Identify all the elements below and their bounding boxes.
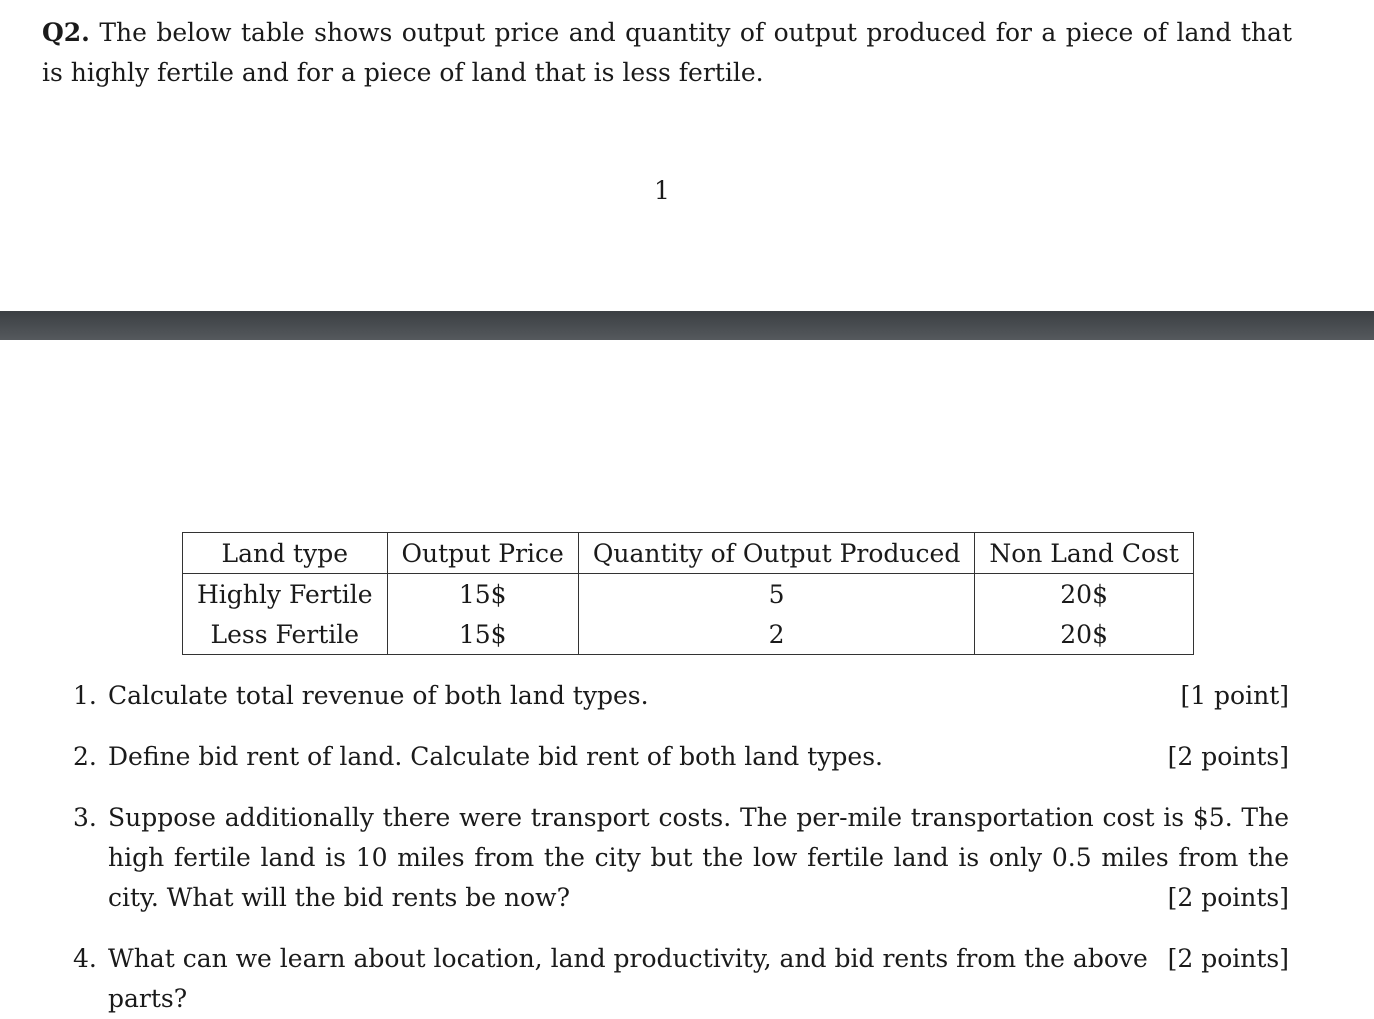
page-number: 1 [654,176,670,205]
table-cell: 2 [578,614,974,655]
page-separator [0,311,1374,340]
table-cell: Highly Fertile [183,574,388,615]
question-text: Define bid rent of land. Calculate bid rent of both land types. [108,742,883,771]
question-points: [2 points] [1167,883,1289,912]
table-header-row [183,533,1194,574]
land-data-table [182,532,1194,655]
question-list [73,676,1289,1013]
table-cell: 5 [578,574,974,615]
question-text-body: Suppose additionally there were transport costs. The per-mile transportation cost is $5. The high fertile land is 10 miles from the city but the low fertile land is only 0.5 miles from the city. What will the bid rents be now? [108,803,1289,912]
question-number: 2. [73,742,97,771]
table-row [183,574,1194,615]
question-item-3 [73,798,1289,918]
table-cell: 20$ [975,614,1194,655]
table-header-cell: Output Price [387,533,578,574]
question-item-2 [73,737,1289,777]
table-cell: 15$ [387,614,578,655]
table-header-cell: Quantity of Output Produced [578,533,974,574]
question-points: [2 points] [1167,742,1289,771]
table-cell: Less Fertile [183,614,388,655]
question-intro [42,13,1292,93]
table-cell: 20$ [975,574,1194,615]
question-intro-text: The below table shows output price and quantity of output produced for a piece of land that is highly fertile and for a piece of land that is less fertile. [42,18,1292,87]
question-points: [2 points] [1167,944,1289,973]
question-points: [1 point] [1180,681,1289,710]
question-text [108,798,1289,918]
table-row [183,614,1194,655]
question-number: 4. [73,944,97,973]
question-text: Calculate total revenue of both land types. [108,681,649,710]
question-number: 3. [73,803,97,832]
question-item-1 [73,676,1289,716]
table-header-cell: Land type [183,533,388,574]
question-text: What can we learn about location, land productivity, and bid rents from the above parts? [108,944,1148,1013]
question-item-4 [73,939,1289,1013]
question-number: 1. [73,681,97,710]
table-cell: 15$ [387,574,578,615]
question-label: Q2. [42,18,90,47]
table-header-cell: Non Land Cost [975,533,1194,574]
